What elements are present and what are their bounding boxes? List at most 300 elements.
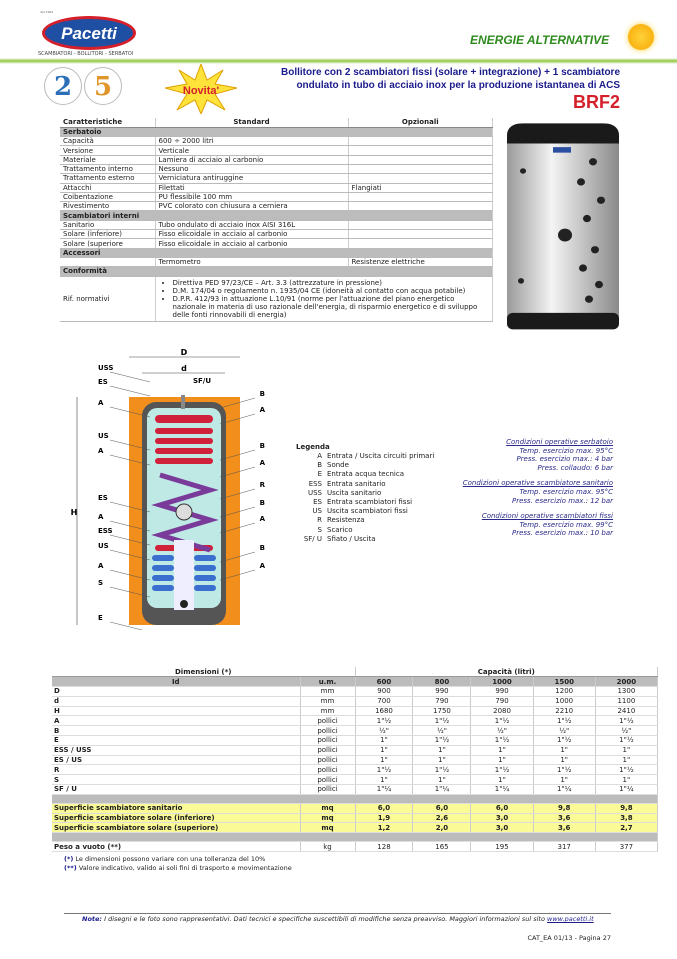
spec-cell xyxy=(348,164,493,173)
dim-cell: mm xyxy=(300,706,355,716)
spacer xyxy=(52,794,658,803)
spec-cell: Verniciatura antiruggine xyxy=(155,174,348,183)
condition-title: Condizioni operative scambiatore sanitario xyxy=(462,479,613,488)
spec-cell: 600 ÷ 2000 litri xyxy=(155,137,348,146)
dim-cell: R xyxy=(52,765,300,775)
diagram-connection-label: US xyxy=(98,542,109,550)
tank-section-diagram xyxy=(60,340,280,630)
legend-item xyxy=(296,535,434,544)
section-heading: Accessori xyxy=(60,248,493,257)
dim-cell: 1,2 xyxy=(355,823,413,833)
dim-cell: 1" xyxy=(355,775,413,785)
dim-row xyxy=(52,696,658,706)
condition-line: Temp. esercizio max. 95°C xyxy=(519,487,613,496)
column-header: Caratteristiche xyxy=(60,118,155,127)
spec-cell xyxy=(348,202,493,211)
diagram-connection-label: E xyxy=(98,614,103,622)
dim-title: Dimensioni (*) xyxy=(52,667,355,677)
footnote xyxy=(64,864,292,873)
dim-cell: pollici xyxy=(300,785,355,795)
column-header: 1500 xyxy=(533,677,595,687)
dim-cell: mq xyxy=(300,803,355,813)
section-serbatoio xyxy=(60,127,493,136)
legend-item xyxy=(296,470,434,479)
dim-row xyxy=(52,755,658,765)
dim-cell: 1750 xyxy=(413,706,471,716)
legend-key: R xyxy=(317,516,322,525)
spec-cell xyxy=(348,230,493,239)
spec-cell xyxy=(348,239,493,248)
footnote-text: Valore indicativo, valido ai soli fini di trasporto e movimentazione xyxy=(78,864,292,872)
dim-row xyxy=(52,785,658,795)
column-header: Standard xyxy=(155,118,348,127)
dim-title-row xyxy=(52,667,658,677)
spec-cell: Coibentazione xyxy=(60,192,155,201)
weight-row xyxy=(52,842,658,852)
spec-header-row xyxy=(60,118,493,127)
dim-cell: pollici xyxy=(300,726,355,736)
brand-subtitle: SCAMBIATORI - BOLLITORI - SERBATOI xyxy=(38,51,134,57)
dim-cell: 1"½ xyxy=(355,716,413,726)
dim-row xyxy=(52,706,658,716)
footnotes xyxy=(64,855,292,873)
dim-cell: 377 xyxy=(595,842,657,852)
dim-cell: 2,6 xyxy=(413,813,471,823)
dim-cell: 1"½ xyxy=(413,716,471,726)
footnote xyxy=(64,855,292,864)
dim-cell: 1" xyxy=(471,775,533,785)
dim-cell: ESS / USS xyxy=(52,745,300,755)
condition-line: Press. esercizio max.: 4 bar xyxy=(516,455,613,464)
rif-item: • D.P.R. 412/93 in attuazione L.10/91 (norme per l'attuazione del piano energetico nazionale in materia di uso razionale dell'energia, di risparmio energetico e di sviluppo delle fonti rinnovabili di energia) xyxy=(173,295,490,319)
spec-row xyxy=(60,174,493,183)
dim-row xyxy=(52,775,658,785)
column-header: 800 xyxy=(413,677,471,687)
dim-cell: 1"½ xyxy=(413,736,471,746)
dim-row xyxy=(52,736,658,746)
dim-cell: S xyxy=(52,775,300,785)
dim-cell: Superficie scambiatore solare (inferiore) xyxy=(52,813,300,823)
dim-cell: 790 xyxy=(413,696,471,706)
dim-cell: B xyxy=(52,726,300,736)
section-scambiatori xyxy=(60,211,493,220)
dim-cell: 1"¼ xyxy=(533,785,595,795)
spec-cell: Resistenze elettriche xyxy=(348,257,493,266)
brand-name: Pacetti xyxy=(61,24,117,43)
dim-cell: 1"½ xyxy=(595,736,657,746)
legend-item xyxy=(296,516,434,525)
dim-cell: 1" xyxy=(595,745,657,755)
dim-cell: 2410 xyxy=(595,706,657,716)
dim-cell: 1"½ xyxy=(471,765,533,775)
dim-cell: 1"½ xyxy=(471,736,533,746)
legend-key: ES xyxy=(313,498,322,507)
diagram-connection-label: B xyxy=(259,544,265,552)
spec-cell: Nessuno xyxy=(155,164,348,173)
legend-description: Sfiato / Uscita xyxy=(327,534,376,543)
dim-cell: 1"½ xyxy=(471,716,533,726)
diagram-connection-label: USS xyxy=(98,364,114,372)
dim-cell: Superficie scambiatore solare (superiore) xyxy=(52,823,300,833)
website-link[interactable]: www.pacetti.it xyxy=(547,915,594,923)
diagram-connection-label: B xyxy=(259,442,265,450)
diagram-connection-label: A xyxy=(98,399,104,407)
column-header: 1000 xyxy=(471,677,533,687)
spec-row xyxy=(60,183,493,192)
section-heading: Serbatoio xyxy=(60,127,493,136)
dim-cell: 3,0 xyxy=(471,813,533,823)
dim-row xyxy=(52,726,658,736)
dim-cell: 1"½ xyxy=(533,765,595,775)
spec-cell: Fisso elicoidale in acciaio al carbonio xyxy=(155,230,348,239)
dim-row xyxy=(52,765,658,775)
legend-key: A xyxy=(317,452,322,460)
dim-cell: 1"½ xyxy=(533,716,595,726)
spec-row xyxy=(60,137,493,146)
dim-cell: 2080 xyxy=(471,706,533,716)
footer-note xyxy=(82,915,594,923)
dim-cell: 1000 xyxy=(533,696,595,706)
column-header: Id xyxy=(52,677,300,687)
spec-row xyxy=(60,146,493,155)
condition-line: Temp. esercizio max. 99°C xyxy=(519,520,613,529)
dim-cell: 1"½ xyxy=(413,765,471,775)
spec-cell xyxy=(348,174,493,183)
brand-logo xyxy=(38,8,138,60)
dim-cell: ½" xyxy=(533,726,595,736)
condition-line: Press. esercizio max.: 12 bar xyxy=(511,496,613,505)
spec-cell xyxy=(348,146,493,155)
condition-group xyxy=(463,479,613,505)
dim-cell: 990 xyxy=(471,687,533,697)
dim-cell: pollici xyxy=(300,745,355,755)
novita-star-icon xyxy=(165,64,237,114)
surface-row xyxy=(52,813,658,823)
dimensions-table xyxy=(52,667,658,852)
warranty-5-badge: 5 xyxy=(84,67,122,105)
dim-cell: ½" xyxy=(471,726,533,736)
dim-cell: pollici xyxy=(300,775,355,785)
spec-cell: Trattamento esterno xyxy=(60,174,155,183)
spec-cell xyxy=(348,192,493,201)
column-header: 2000 xyxy=(595,677,657,687)
dim-cell: ½" xyxy=(595,726,657,736)
column-header: 600 xyxy=(355,677,413,687)
dim-cell: 2,7 xyxy=(595,823,657,833)
spec-cell xyxy=(348,155,493,164)
spec-cell: Fisso elicoidale in acciaio al carbonio xyxy=(155,239,348,248)
dim-cell: 990 xyxy=(413,687,471,697)
dim-cell: 1"½ xyxy=(355,765,413,775)
dim-cell: 1200 xyxy=(533,687,595,697)
column-header: Opzionali xyxy=(348,118,493,127)
legend-key: US xyxy=(312,507,322,516)
spec-table xyxy=(60,118,493,322)
dim-d-label: d xyxy=(181,364,187,373)
dim-cell: 1" xyxy=(595,775,657,785)
dim-cell: 3,8 xyxy=(595,813,657,823)
product-photo xyxy=(503,116,623,334)
condition-line: Press. collaudo: 6 bar xyxy=(537,463,613,472)
dim-cell: d xyxy=(52,696,300,706)
leader-line xyxy=(110,372,150,382)
spacer xyxy=(52,833,658,842)
diagram-connection-label: B xyxy=(259,499,265,507)
note-text: I disegni e le foto sono rappresentativi. Dati tecnici e specifiche suscettibili di modifiche senza preavviso. Maggiori informazioni sul sito xyxy=(102,915,548,923)
dim-cell: 1"½ xyxy=(595,765,657,775)
legend-key: E xyxy=(317,470,322,479)
diagram-connection-label: A xyxy=(259,459,265,467)
legend-key: USS xyxy=(307,488,322,497)
dim-cell: 1" xyxy=(533,775,595,785)
dim-cell: Superficie scambiatore sanitario xyxy=(52,803,300,813)
legend-description: Entrata acqua tecnica xyxy=(327,470,404,479)
diagram-connection-label: A xyxy=(259,562,265,570)
legend-description: Entrata scambiatori fissi xyxy=(327,498,413,507)
title-line-2: ondulato in tubo di acciaio inox per la produzione istantanea di ACS xyxy=(296,80,620,91)
diagram-connection-label: US xyxy=(98,432,109,440)
dim-cell: 1,9 xyxy=(355,813,413,823)
dim-cell: mq xyxy=(300,813,355,823)
legend-item xyxy=(296,452,434,461)
spec-cell: Tubo ondulato di acciaio inox AISI 316L xyxy=(155,220,348,229)
diagram-connection-label: ES xyxy=(98,494,108,502)
rif-item: • Direttiva PED 97/23/CE – Art. 3.3 (attrezzature in pressione) xyxy=(173,279,490,287)
legend-description: Entrata sanitario xyxy=(327,479,386,488)
dim-cell: ½" xyxy=(413,726,471,736)
legend-key: B xyxy=(317,461,322,470)
rif-list xyxy=(155,276,493,321)
spec-cell: Solare (superiore xyxy=(60,239,155,248)
dim-cell: 1"¼ xyxy=(413,785,471,795)
section-title: ENERGIE ALTERNATIVE xyxy=(470,33,610,47)
condition-title: Condizioni operative serbatoio xyxy=(506,438,613,446)
dim-cell: 700 xyxy=(355,696,413,706)
spec-cell: Filettati xyxy=(155,183,348,192)
spec-cell: Solare (inferiore) xyxy=(60,230,155,239)
condition-group xyxy=(463,512,613,538)
section-accessori xyxy=(60,248,493,257)
sun-icon xyxy=(628,24,654,50)
dim-cell: 1" xyxy=(413,755,471,765)
spec-cell: Termometro xyxy=(155,257,348,266)
page-number: CAT_EA 01/13 - Pagina 27 xyxy=(527,934,611,942)
dim-cell: Peso a vuoto (**) xyxy=(52,842,300,852)
established-text: dal 1964 xyxy=(40,10,54,14)
spec-cell: Attacchi xyxy=(60,183,155,192)
dim-cell: kg xyxy=(300,842,355,852)
dim-cell: E xyxy=(52,736,300,746)
column-header: u.m. xyxy=(300,677,355,687)
condition-title: Condizioni operative scambiatori fissi xyxy=(481,512,613,521)
diagram-connection-label: A xyxy=(98,513,104,521)
diagram-connection-label: A xyxy=(98,562,104,570)
header-divider xyxy=(0,58,677,64)
sfu-label: SF/U xyxy=(192,377,212,385)
surface-row xyxy=(52,823,658,833)
dim-cell: 1680 xyxy=(355,706,413,716)
dim-cell: ½" xyxy=(355,726,413,736)
legend-description: Resistenza xyxy=(327,516,365,525)
dim-cell: pollici xyxy=(300,765,355,775)
spec-cell: Sanitario xyxy=(60,220,155,229)
section-conformita xyxy=(60,267,493,276)
dim-cell: 9,8 xyxy=(533,803,595,813)
dim-cell: 1" xyxy=(413,745,471,755)
footnote-marker: (*) xyxy=(64,855,74,863)
dim-row xyxy=(52,687,658,697)
dim-cell: ES / US xyxy=(52,755,300,765)
dim-cell: 1" xyxy=(413,775,471,785)
legend-key: S xyxy=(317,525,322,534)
legend-description: Scarico xyxy=(327,525,353,534)
dim-cell: 1"¼ xyxy=(471,785,533,795)
spec-cell: PU flessibile 100 mm xyxy=(155,192,348,201)
dim-cell: 1" xyxy=(355,745,413,755)
dim-cell: pollici xyxy=(300,755,355,765)
warranty-2-badge: 2 xyxy=(44,67,82,105)
legend-description: Uscita scambiatori fissi xyxy=(327,507,408,516)
condition-group xyxy=(463,438,613,472)
dim-cell: 3,6 xyxy=(533,813,595,823)
spec-row xyxy=(60,164,493,173)
dim-cell: 1" xyxy=(355,755,413,765)
dim-cell: mm xyxy=(300,696,355,706)
dim-cell: 3,6 xyxy=(533,823,595,833)
legend xyxy=(296,443,434,544)
diagram-connection-label: A xyxy=(259,515,265,523)
dim-cell: 1"½ xyxy=(595,716,657,726)
note-label: Note: xyxy=(82,915,103,923)
spec-row-rif xyxy=(60,276,493,321)
dim-cell: A xyxy=(52,716,300,726)
title-line-1: Bollitore con 2 scambiatori fissi (solare + integrazione) + 1 scambiatore xyxy=(281,67,620,78)
spec-row xyxy=(60,155,493,164)
novita-label: Novita' xyxy=(182,85,220,97)
spec-cell: Capacità xyxy=(60,137,155,146)
diagram-connection-label: B xyxy=(259,390,265,398)
legend-description: Uscita sanitario xyxy=(327,488,382,497)
dim-cell: 2210 xyxy=(533,706,595,716)
dim-cell: 1300 xyxy=(595,687,657,697)
dim-header-row xyxy=(52,677,658,687)
diagram-connection-label: S xyxy=(98,579,104,587)
dim-cell: 1" xyxy=(533,755,595,765)
dim-cell: 1" xyxy=(471,755,533,765)
spec-cell: Versione xyxy=(60,146,155,155)
dim-cell: 9,8 xyxy=(595,803,657,813)
section-heading: Scambiatori interni xyxy=(60,211,493,220)
diagram-connection-label: ESS xyxy=(98,527,113,535)
spacer-row xyxy=(52,833,658,842)
footnote-text: Le dimensioni possono variare con una tolleranza del 10% xyxy=(75,855,266,863)
legend-item xyxy=(296,489,434,498)
spec-cell: Rivestimento xyxy=(60,202,155,211)
legend-item xyxy=(296,507,434,516)
spec-row xyxy=(60,257,493,266)
dim-cell: D xyxy=(52,687,300,697)
rif-item: • D.M. 174/04 o regolamento n. 1935/04 CE (idoneità al contatto con acqua potabile) xyxy=(173,287,490,295)
dim-cell: 2,0 xyxy=(413,823,471,833)
dim-cell: 317 xyxy=(533,842,595,852)
spacer-row xyxy=(52,794,658,803)
dim-cell: 1"¼ xyxy=(355,785,413,795)
dim-D-label: D xyxy=(180,348,188,357)
dim-cell: 1"½ xyxy=(533,736,595,746)
dim-cell: 900 xyxy=(355,687,413,697)
dim-cell: SF / U xyxy=(52,785,300,795)
dim-H-label: H xyxy=(70,508,78,517)
dim-cell: 6,0 xyxy=(355,803,413,813)
legend-description: Entrata / Uscita circuiti primari xyxy=(327,452,435,460)
dim-cell: 1" xyxy=(595,755,657,765)
spec-cell: Trattamento interno xyxy=(60,164,155,173)
spec-cell: Materiale xyxy=(60,155,155,164)
spec-cell: PVC colorato con chiusura a cerniera xyxy=(155,202,348,211)
dim-row xyxy=(52,745,658,755)
dim-cell: 1"¼ xyxy=(595,785,657,795)
condition-line: Press. esercizio max.: 10 bar xyxy=(511,529,613,538)
legend-item xyxy=(296,480,434,489)
section-heading: Conformità xyxy=(60,267,493,276)
dim-cell: 165 xyxy=(413,842,471,852)
spec-row xyxy=(60,230,493,239)
legend-item xyxy=(296,526,434,535)
legend-description: Sonde xyxy=(327,461,349,470)
dim-cell: 1" xyxy=(533,745,595,755)
legend-key: SF/ U xyxy=(303,534,322,543)
spec-cell xyxy=(60,257,155,266)
surface-row xyxy=(52,803,658,813)
rif-label: Rif. normativi xyxy=(60,276,155,321)
operating-conditions xyxy=(463,438,613,545)
leader-line xyxy=(110,386,150,396)
capacity-title: Capacità (litri) xyxy=(355,667,658,677)
dim-cell: pollici xyxy=(300,716,355,726)
dim-cell: 1" xyxy=(355,736,413,746)
spec-cell: Verticale xyxy=(155,146,348,155)
spec-row xyxy=(60,220,493,229)
condition-line: Temp. esercizio max. 95°C xyxy=(519,446,613,455)
dim-cell: 790 xyxy=(471,696,533,706)
spec-row xyxy=(60,202,493,211)
spec-row xyxy=(60,192,493,201)
dim-cell: 1100 xyxy=(595,696,657,706)
diagram-connection-label: A xyxy=(259,406,265,414)
product-title xyxy=(281,66,620,92)
diagram-connection-label: A xyxy=(98,447,104,455)
dim-cell: 3,0 xyxy=(471,823,533,833)
dim-row xyxy=(52,716,658,726)
diagram-connection-label: R xyxy=(259,481,265,489)
legend-item xyxy=(296,461,434,470)
spec-cell: Flangiati xyxy=(348,183,493,192)
footnote-marker: (**) xyxy=(64,864,77,872)
spec-cell xyxy=(348,137,493,146)
dim-cell: 6,0 xyxy=(413,803,471,813)
model-code: BRF2 xyxy=(572,92,620,112)
dim-cell: pollici xyxy=(300,736,355,746)
dim-cell: 6,0 xyxy=(471,803,533,813)
legend-item xyxy=(296,498,434,507)
legend-key: ESS xyxy=(308,479,322,488)
footer-divider xyxy=(64,913,611,914)
diagram-connection-label: ES xyxy=(98,378,108,386)
dim-cell: mq xyxy=(300,823,355,833)
dim-cell: 128 xyxy=(355,842,413,852)
spec-cell: Lamiera di acciaio al carbonio xyxy=(155,155,348,164)
dim-cell: 195 xyxy=(471,842,533,852)
